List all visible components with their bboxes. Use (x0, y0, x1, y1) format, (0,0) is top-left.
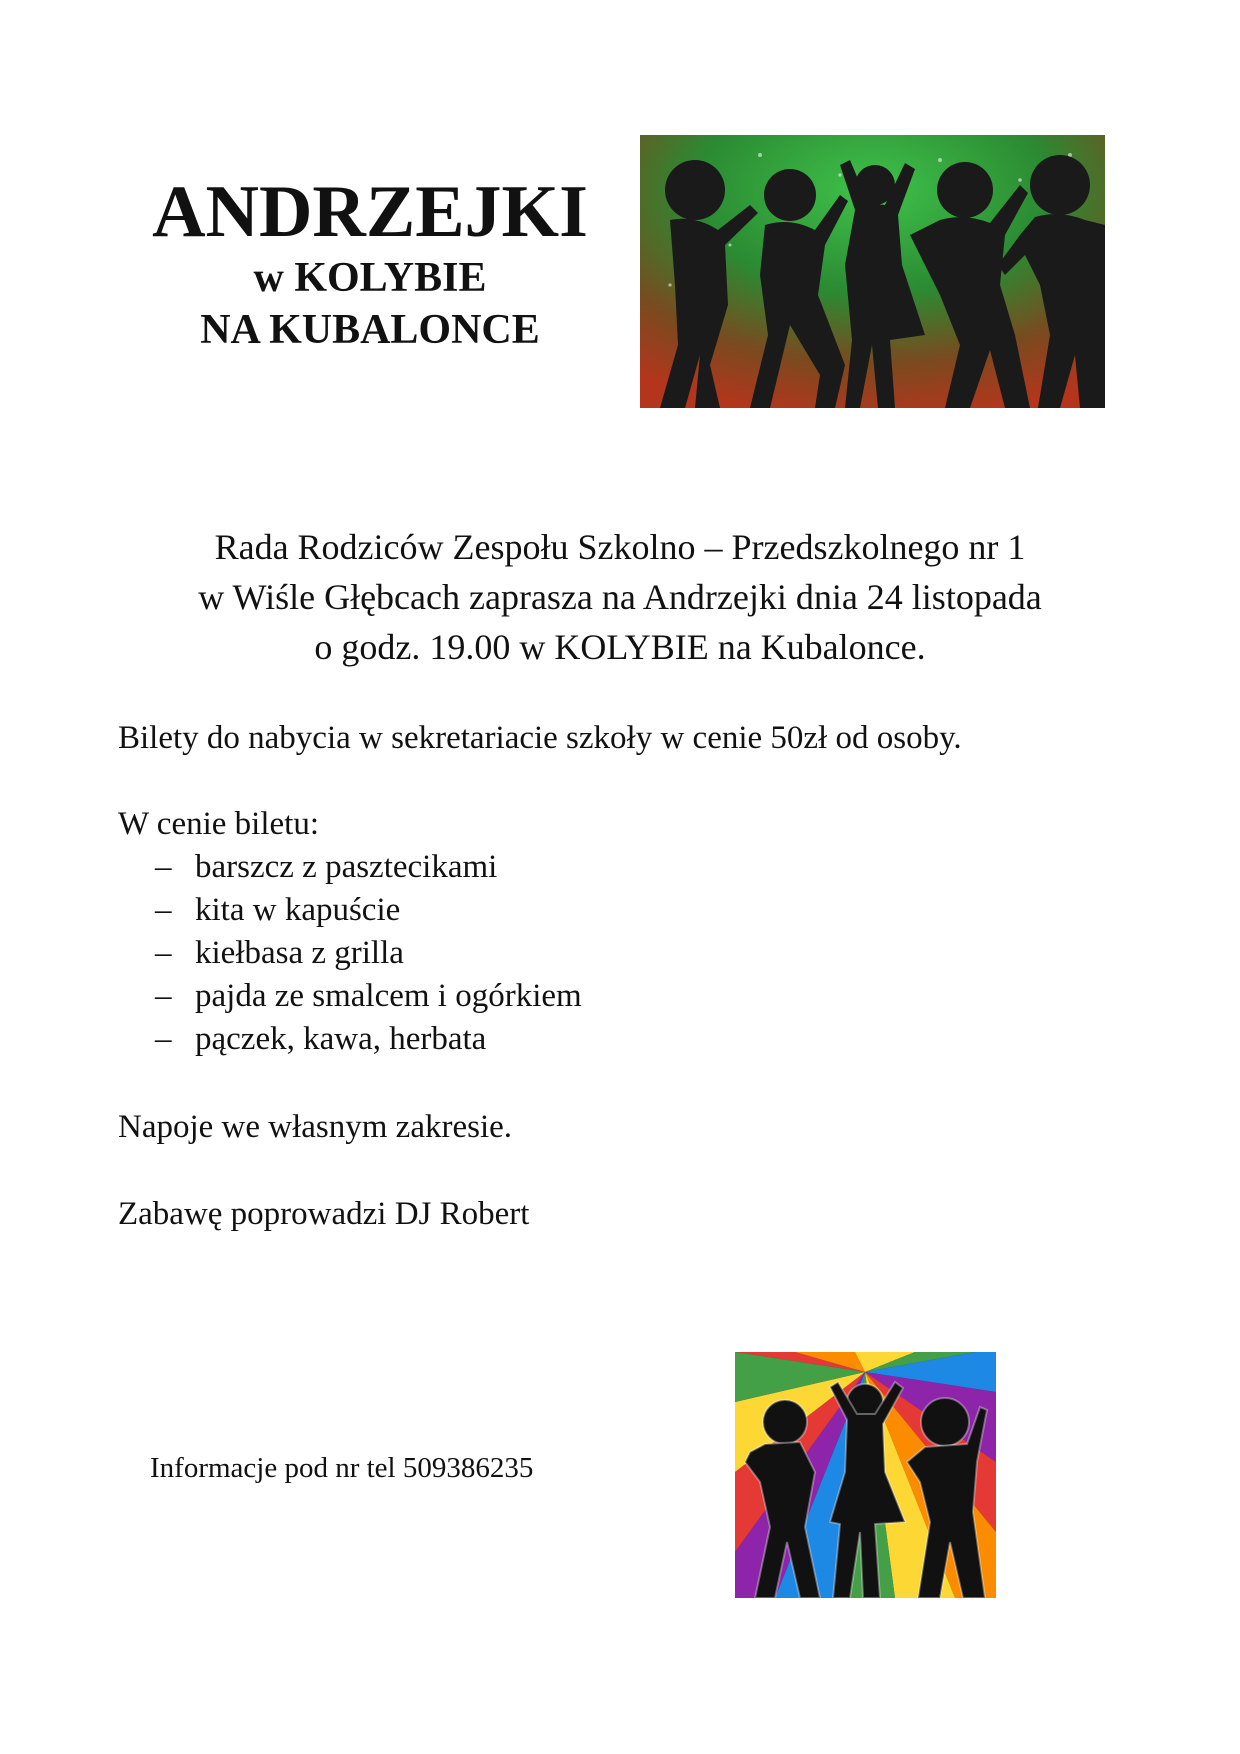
poster-title: ANDRZEJKI (152, 171, 588, 253)
intro-line-3: o godz. 19.00 w KOLYBIE na Kubalonce. (314, 627, 926, 667)
list-item-text: pączek, kawa, herbata (195, 1021, 487, 1057)
price-includes-header: W cenie biletu: (118, 806, 319, 842)
list-item-text: barszcz z pasztecikami (195, 849, 498, 885)
list-item-text: kiełbasa z grilla (195, 935, 404, 971)
list-item-text: kita w kapuście (195, 892, 401, 928)
poster-subtitle-line1: w KOLYBIE (253, 255, 487, 301)
tickets-info: Bilety do nabycia w sekretariacie szkoły w cenie 50zł od osoby. (118, 720, 962, 756)
drinks-info: Napoje we własnym zakresie. (118, 1109, 513, 1145)
list-item: – pączek, kawa, herbata (155, 1018, 582, 1061)
intro-line-1: Rada Rodziców Zespołu Szkolno – Przedszkolnego nr 1 (214, 527, 1026, 567)
list-item: – pajda ze smalcem i ogórkiem (155, 975, 582, 1018)
list-item: – barszcz z pasztecikami (155, 846, 582, 889)
invitation-text (100, 522, 1140, 672)
list-item: – kita w kapuście (155, 889, 582, 932)
list-item: – kiełbasa z grilla (155, 932, 582, 975)
poster-subtitle-line2: NA KUBALONCE (200, 307, 540, 353)
contact-info: Informacje pod nr tel 509386235 (150, 1452, 534, 1484)
price-includes-list (155, 846, 582, 1061)
list-item-text: pajda ze smalcem i ogórkiem (195, 978, 582, 1014)
intro-line-2: w Wiśle Głębcach zaprasza na Andrzejki dnia 24 listopada (198, 577, 1042, 617)
title-block (110, 172, 630, 356)
dj-info: Zabawę poprowadzi DJ Robert (118, 1196, 530, 1232)
dancing-silhouettes-green-image (640, 135, 1105, 408)
dancing-silhouettes-rainbow-image (735, 1352, 996, 1598)
